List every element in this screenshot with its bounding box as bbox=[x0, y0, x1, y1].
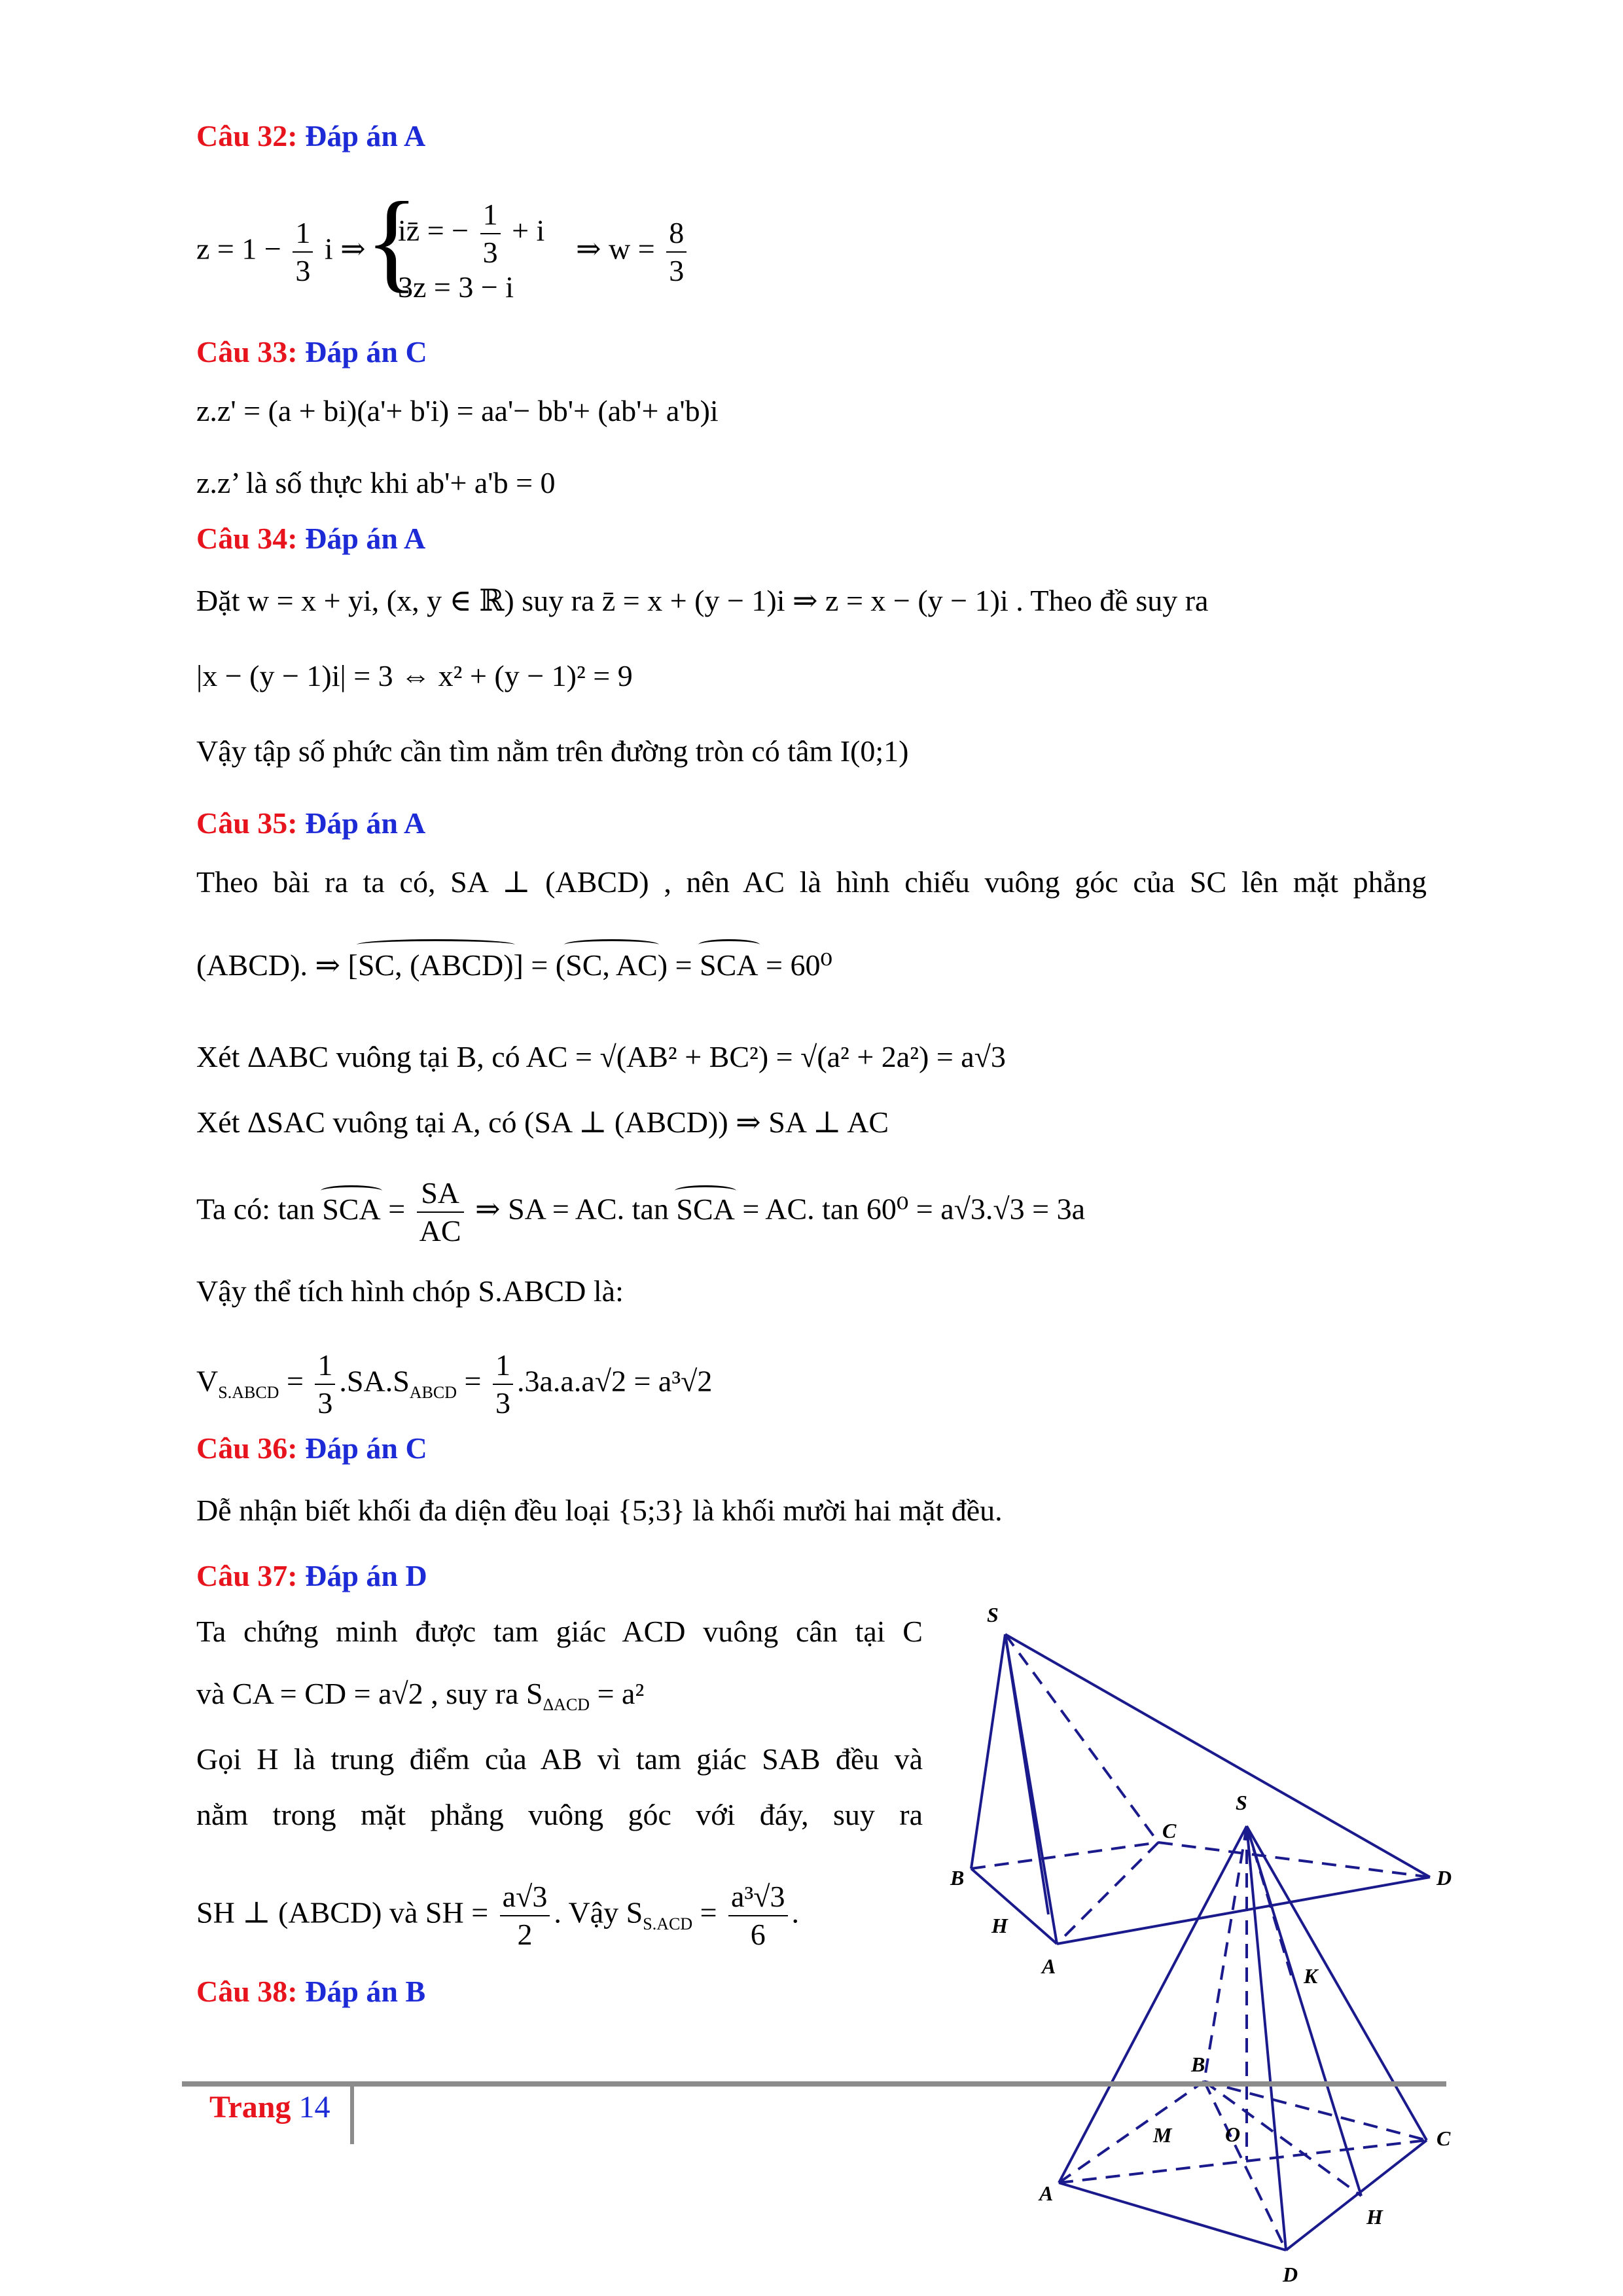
footer-rule bbox=[182, 2081, 1446, 2087]
q32-system-line1: iz̄ = − $\frac{1}{3}$ + i bbox=[398, 196, 544, 271]
fraction: $\frac{\text{a³√3}}{6}$ bbox=[728, 1878, 787, 1953]
q37-line5: SH ⊥ (ABCD) và SH = $\frac{a√3}{2}$ . Vậy $S_{S.ACD}$ = $\frac{\text{a³√3}}{6}$ . bbox=[196, 1878, 799, 1953]
figure-2-labels bbox=[1038, 1791, 1451, 2286]
fraction: $\frac{1}{3}$ bbox=[493, 1347, 513, 1422]
pyramid-figure-2 bbox=[1059, 1826, 1427, 2250]
fraction: $\frac{1}{3}$ bbox=[315, 1347, 335, 1422]
fraction: $\frac{1}{3}$ bbox=[293, 215, 313, 289]
q32-heading bbox=[196, 117, 425, 156]
svg-text:S: S bbox=[1236, 1791, 1247, 1814]
q35-line1: Theo bài ra ta có, SA ⊥ (ABCD) , nên AC là hình chiếu vuông góc của SC lên mặt phẳng bbox=[196, 865, 1427, 899]
geometry-figures bbox=[903, 1597, 1479, 2291]
q34-line3: Vậy tập số phức cần tìm nằm trên đường tròn có tâm I(0;1) bbox=[196, 734, 909, 768]
svg-text:S: S bbox=[987, 1603, 999, 1626]
q34-heading: Câu 34: Đáp án A bbox=[196, 522, 426, 555]
svg-text:B: B bbox=[1191, 2053, 1205, 2076]
q32-lhs: z = 1 − $\frac{1}{3}$ i ⇒ bbox=[196, 215, 366, 289]
q37-line2: và CA = CD = a√2 , suy ra $S_{\Delta ACD} = a^2$ bbox=[196, 1677, 645, 1715]
svg-text:C: C bbox=[1436, 2126, 1451, 2150]
q35-heading: Câu 35: Đáp án A bbox=[196, 806, 426, 840]
q38-heading: Câu 38: Đáp án B bbox=[196, 1975, 426, 2008]
svg-text:C: C bbox=[1162, 1819, 1177, 1842]
svg-text:D: D bbox=[1436, 1866, 1452, 1890]
svg-text:A: A bbox=[1042, 1954, 1056, 1978]
page-footer bbox=[209, 2088, 330, 2127]
page-label: Trang bbox=[209, 2090, 291, 2125]
q35-line6: Vậy thể tích hình chóp S.ABCD là: bbox=[196, 1274, 624, 1308]
q34-line2: |x − (y − 1)i| = 3 ⇔ x² + (y − 1)² = 9 bbox=[196, 659, 633, 692]
q35-line7: $V_{S.ABCD}$ = $\frac{1}{3}$ $.SA.S_{ABCD}$ = $\frac{1}{3}$ .3a.a.a√2 = a³√2 bbox=[196, 1347, 712, 1422]
fraction: $\frac{8}{3}$ bbox=[666, 215, 687, 289]
q32-system-line2: 3z = 3 − i bbox=[398, 270, 514, 304]
q36-line1: Dễ nhận biết khối đa diện đều loại {5;3} là khối mười hai mặt đều. bbox=[196, 1494, 1003, 1527]
q35-line3: Xét ΔABC vuông tại B, có AC = √(AB² + BC²) = √(a² + 2a²) = a√3 bbox=[196, 1040, 1006, 1073]
system-brace: { bbox=[365, 179, 419, 302]
q37-heading: Câu 37: Đáp án D bbox=[196, 1559, 427, 1592]
page-number: 14 bbox=[298, 2090, 330, 2125]
fraction: $\frac{a√3}{2}$ bbox=[500, 1878, 550, 1953]
q37-line3: Gọi H là trung điểm của AB vì tam giác SAB đều và bbox=[196, 1742, 923, 1776]
q35-line5: Ta có: tan SCA = $\frac{SA}{AC}$ ⇒ SA = AC. tan SCA = AC. tan 60⁰ = a√3.√3 = 3a bbox=[196, 1175, 1085, 1249]
svg-text:O: O bbox=[1225, 2123, 1241, 2146]
question-label: Câu 32: bbox=[196, 119, 298, 152]
pyramid-figure-1 bbox=[971, 1634, 1430, 1944]
q33-heading: Câu 33: Đáp án C bbox=[196, 335, 427, 368]
svg-text:A: A bbox=[1039, 2181, 1054, 2205]
svg-text:B: B bbox=[950, 1866, 965, 1890]
svg-text:M: M bbox=[1153, 2123, 1172, 2147]
svg-text:K: K bbox=[1304, 1964, 1318, 1988]
svg-text:H: H bbox=[991, 1914, 1008, 1937]
fraction: $\frac{SA}{AC}$ bbox=[417, 1175, 464, 1249]
fraction: $\frac{1}{3}$ bbox=[480, 196, 501, 271]
answer-label: Đáp án A bbox=[305, 119, 426, 152]
q32-rhs: ⇒ w = $\frac{8}{3}$ bbox=[576, 215, 690, 289]
q35-line2: (ABCD). ⇒ [SC, (ABCD)] = (SC, AC) = SCA = 60⁰ bbox=[196, 946, 832, 985]
svg-text:D: D bbox=[1283, 2263, 1298, 2286]
q36-heading: Câu 36: Đáp án C bbox=[196, 1431, 427, 1465]
q34-line1: Đặt w = x + yi, (x, y ∈ ℝ) suy ra z̄ = x + (y − 1)i ⇒ z = x − (y − 1)i . Theo đề suy ra bbox=[196, 584, 1209, 617]
q33-line1: z.z' = (a + bi)(a'+ b'i) = aa'− bb'+ (ab'+ a'b)i bbox=[196, 394, 719, 427]
q37-line4: nằm trong mặt phẳng vuông góc với đáy, suy ra bbox=[196, 1798, 923, 1831]
q35-line4: Xét ΔSAC vuông tại A, có (SA ⊥ (ABCD)) ⇒ SA ⊥ AC bbox=[196, 1105, 889, 1139]
q33-line2: z.z’ là số thực khi ab'+ a'b = 0 bbox=[196, 466, 556, 499]
svg-text:H: H bbox=[1366, 2205, 1383, 2229]
footer-divider bbox=[350, 2084, 354, 2144]
q37-line1: Ta chứng minh được tam giác ACD vuông cân tại C bbox=[196, 1615, 923, 1648]
